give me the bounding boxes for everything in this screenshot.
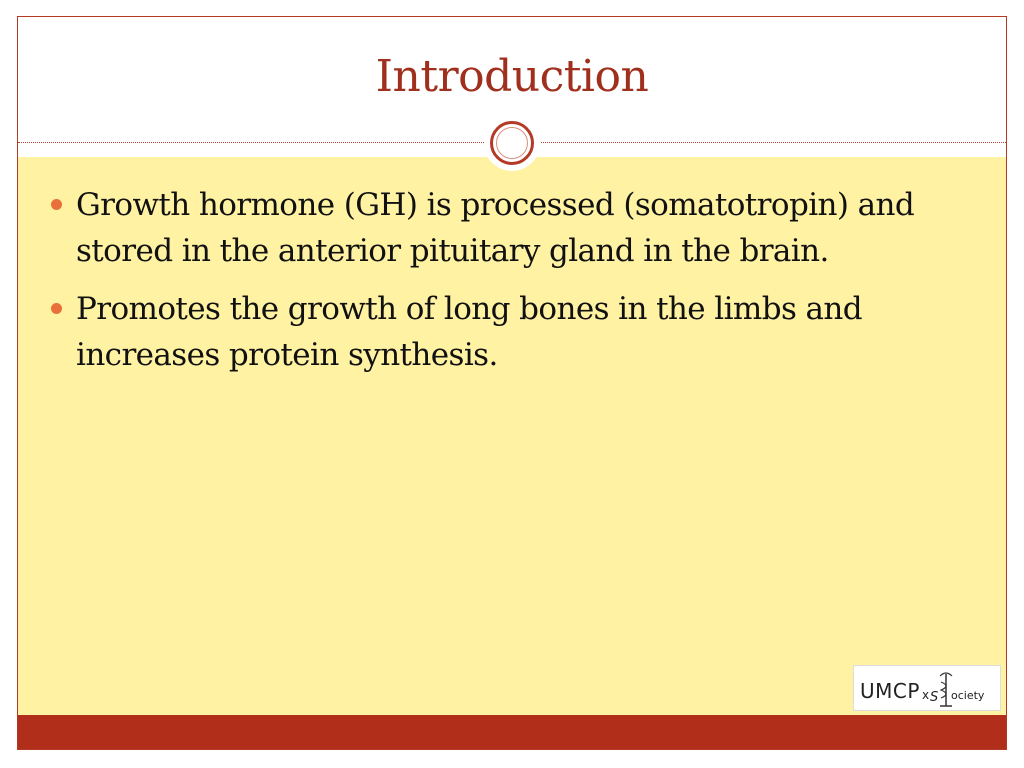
bullet-list: [18, 182, 958, 390]
logo-graphic: [854, 666, 1002, 712]
bullet-text: Growth hormone (GH) is processed (somatotropin) and stored in the anterior pituitary gland in the brain.: [76, 187, 915, 269]
svg-text:S: S: [930, 690, 939, 705]
ornament-inner-ring: [496, 127, 528, 159]
bullet-dot-icon: [51, 303, 62, 314]
circle-ornament-icon: [484, 115, 540, 171]
svg-text:x: x: [922, 688, 930, 702]
bullet-text: Promotes the growth of long bones in the limbs and increases protein synthesis.: [76, 291, 863, 373]
umcp-rx-society-logo: [853, 665, 1001, 711]
bullet-item: [18, 182, 958, 274]
bullet-item: [18, 286, 958, 378]
svg-text:ociety: ociety: [951, 689, 985, 702]
svg-text:UMCP: UMCP: [860, 679, 920, 703]
bullet-dot-icon: [51, 199, 62, 210]
slide-title: Introduction: [375, 51, 649, 102]
footer-bar: [18, 715, 1006, 750]
slide: [17, 16, 1007, 750]
